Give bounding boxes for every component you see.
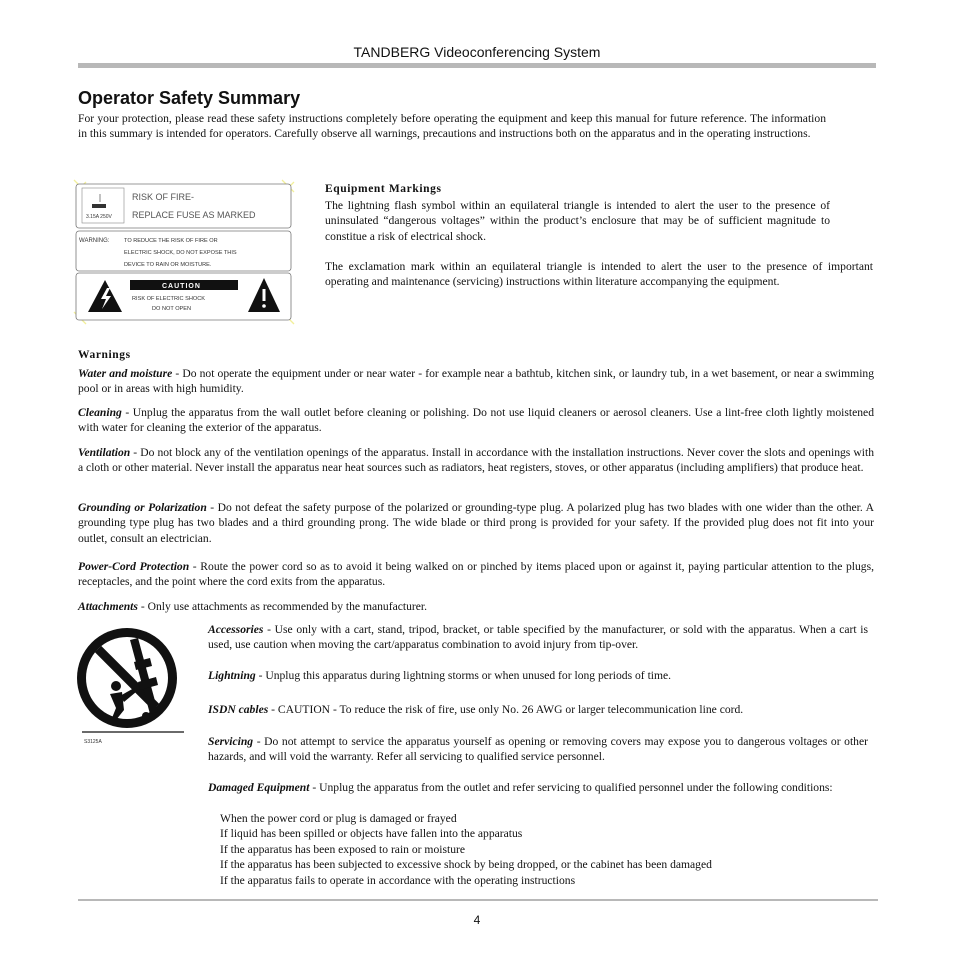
warning-item-label: Cleaning — [78, 406, 122, 419]
cart-image-code: S3125A — [84, 739, 102, 745]
warning-item-label: Grounding or Polarization — [78, 501, 207, 514]
warning-item-text: - Do not operate the equipment under or near water - for example near a bathtub, kitchen sink, or laundry tub, in a wet basement, or near a swimming pool or in areas with high humidity. — [78, 367, 875, 396]
warning-item-lightning — [208, 668, 868, 683]
warning-item-label: Attachments — [78, 600, 138, 613]
warning-item-accessories — [208, 622, 868, 653]
caution-line-2: DO NOT OPEN — [152, 306, 192, 312]
condition-item: If the apparatus has been subjected to excessive shock by being dropped, or the cabinet has been damaged — [220, 858, 712, 871]
equipment-markings-paragraph-2: The exclamation mark within an equilateral triangle is intended to alert the user to the presence of important operating and maintenance (servicing) instructions within literature accompanying the equipment. — [325, 260, 873, 289]
fuse-rating: 3.15A 250V — [86, 214, 112, 220]
intro-paragraph: For your protection, please read these safety instructions completely before operating the equipment and keep this manual for future reference. The information in this summary is intended for operators. Carefully observe all warnings, precautions and instructions both on the apparatus and in the operating instructions. — [78, 112, 826, 141]
warning-item-label: Power-Cord Protection — [78, 560, 190, 573]
warning-item-text: - Use only with a cart, stand, tripod, bracket, or table specified by the manufacturer, or sold with the apparatus. When a cart is used, use caution when moving the cart/apparatus combination to avoid injury from tip-over. — [208, 623, 868, 652]
equipment-label-image — [72, 178, 296, 326]
warning-item-label: Accessories — [208, 623, 264, 636]
warning-item-text: - Unplug the apparatus from the outlet and refer servicing to qualified personnel under the following conditions: — [309, 781, 833, 794]
warnings-heading: Warnings — [78, 349, 131, 361]
fuse-icon — [92, 204, 106, 208]
condition-item: When the power cord or plug is damaged or frayed — [220, 812, 457, 825]
warning-item-text: - Only use attachments as recommended by the manufacturer. — [137, 600, 428, 613]
fire-line-2: REPLACE FUSE AS MARKED — [132, 210, 256, 220]
footer-rule — [78, 899, 878, 901]
warning-item-text: - CAUTION - To reduce the risk of fire, use only No. 26 AWG or larger telecommunication line cord. — [268, 703, 744, 716]
caution-title: CAUTION — [162, 283, 201, 290]
caution-line-1: RISK OF ELECTRIC SHOCK — [132, 296, 206, 302]
warning-label: WARNING: — [79, 238, 110, 244]
warning-item-label: Lightning — [208, 669, 256, 682]
warning-item-cleaning — [78, 405, 874, 436]
warning-item-isdn-cables — [208, 702, 868, 717]
warning-item-text: - Unplug this apparatus during lightning storms or when unused for long periods of time. — [255, 669, 672, 682]
warning-item-label: Servicing — [208, 735, 254, 748]
equipment-markings-heading: Equipment Markings — [325, 183, 442, 195]
warning-item-text: - Route the power cord so as to avoid it being walked on or pinched by items placed upon or against it, paying particular attention to the plugs, receptacles, and the point where the cord exits from the apparatus. — [78, 560, 874, 589]
header-rule — [78, 63, 876, 68]
fire-line-1: RISK OF FIRE- — [132, 192, 195, 202]
warning-item-ventilation — [78, 445, 874, 476]
page-number: 4 — [473, 913, 481, 927]
warning-item-servicing — [208, 734, 868, 765]
warning-item-damaged-equipment — [208, 780, 868, 795]
warning-item-label: ISDN cables — [208, 703, 269, 716]
document-header: TANDBERG Videoconferencing System — [353, 44, 601, 60]
warning-item-text: - Do not attempt to service the apparatus yourself as opening or removing covers may expose you to dangerous voltages or other hazards, and will void the warranty. Refer all servicing to qualified service personnel. — [208, 735, 868, 764]
warning-line-2: ELECTRIC SHOCK, DO NOT EXPOSE THIS — [124, 250, 237, 256]
warning-item-text: - Do not defeat the safety purpose of the polarized or grounding-type plug. A polarized plug has two blades with one wider than the other. A grounding type plug has two blades and a third grounding prong. The wide blade or third prong is provided for your safety. If the provided plug does not fit into your outlet, consult an electrician. — [78, 501, 874, 545]
warning-item-power-cord — [78, 559, 874, 590]
condition-item: If the apparatus has been exposed to rain or moisture — [220, 843, 465, 856]
page-title: Operator Safety Summary — [78, 88, 301, 108]
warning-item-label: Water and moisture — [78, 367, 173, 380]
warning-item-water — [78, 366, 874, 397]
warning-item-grounding — [78, 500, 874, 546]
condition-item: If the apparatus fails to operate in accordance with the operating instructions — [220, 874, 576, 887]
warning-line-1: TO REDUCE THE RISK OF FIRE OR — [124, 238, 218, 244]
warning-item-label: Ventilation — [78, 446, 131, 459]
condition-item: If liquid has been spilled or objects have fallen into the apparatus — [220, 827, 523, 840]
warning-line-3: DEVICE TO RAIN OR MOISTURE. — [124, 262, 212, 268]
cart-tipover-warning-icon — [76, 622, 186, 738]
warning-item-text: - Do not block any of the ventilation openings of the apparatus. Install in accordance with the installation instructions. Never cover the slots and openings with a cloth or other material. Never install the apparatus near heat sources such as radiators, heat registers, stoves, or other apparatus (including amplifiers) that produce heat. — [78, 446, 874, 475]
equipment-markings-paragraph-1: The lightning flash symbol within an equilateral triangle is intended to alert the user to the presence of uninsulated “dangerous voltages” within the product’s enclosure that may be of sufficient magnitude to constitue a risk of electrical shock. — [325, 199, 830, 243]
warning-item-text: - Unplug the apparatus from the wall outlet before cleaning or polishing. Do not use liquid cleaners or aerosol cleaners. Use a lint-free cloth lightly moistened with water for cleaning the exterior of the apparatus. — [78, 406, 874, 435]
warning-item-label: Damaged Equipment — [208, 781, 310, 794]
warning-item-attachments — [78, 599, 874, 614]
